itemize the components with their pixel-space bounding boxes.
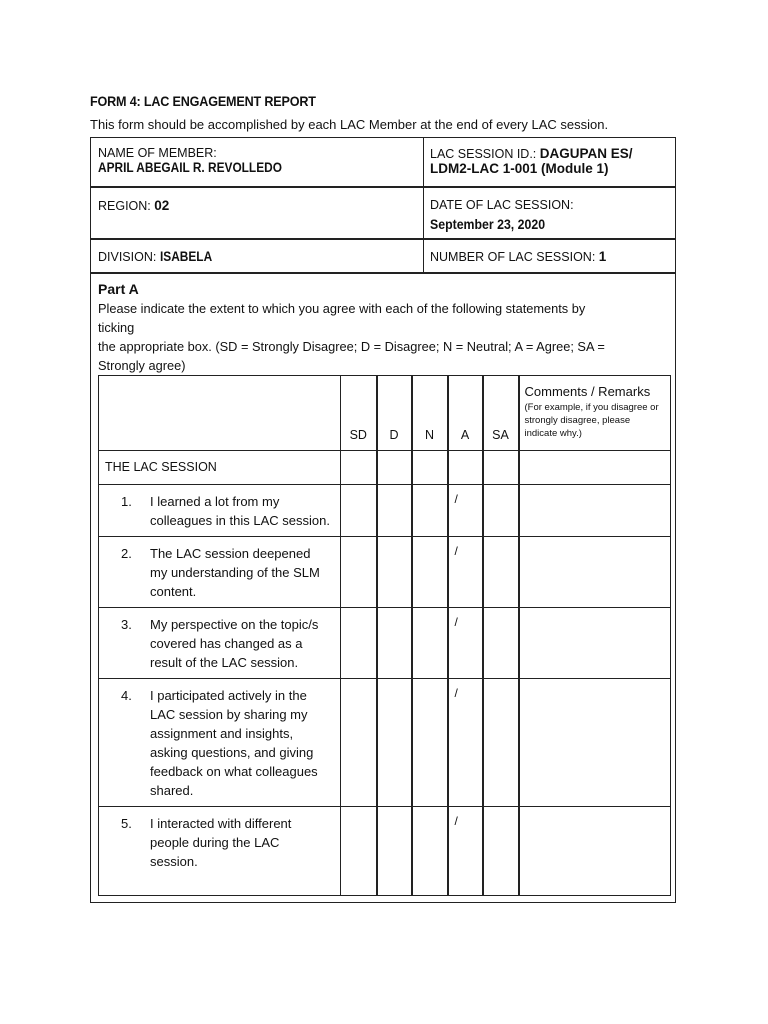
rating-cell-d[interactable] xyxy=(377,807,412,896)
table-row: 4. I participated actively in the LAC session by sharing my assignment and insights, asking questions, and giving feedback on what colleagues shared. / xyxy=(99,679,671,807)
rating-cell-a[interactable] xyxy=(448,679,483,807)
col-n: N xyxy=(412,376,448,451)
rating-cell-sd[interactable] xyxy=(341,679,377,807)
form-instruction: This form should be accomplished by each LAC Member at the end of every LAC session. xyxy=(90,117,609,132)
col-d: D xyxy=(377,376,412,451)
rating-cell-d[interactable] xyxy=(377,485,412,537)
comment-cell[interactable] xyxy=(519,485,671,537)
comment-cell[interactable] xyxy=(519,807,671,896)
rating-cell-sd[interactable] xyxy=(341,807,377,896)
section-label: THE LAC SESSION xyxy=(105,460,217,474)
number-label: NUMBER OF LAC SESSION: xyxy=(430,250,596,264)
rating-cell-d[interactable] xyxy=(377,679,412,807)
header-row-division xyxy=(91,240,675,274)
form-title: FORM 4: LAC ENGAGEMENT REPORT xyxy=(90,93,316,109)
rating-cell-n[interactable] xyxy=(412,807,448,896)
comment-cell[interactable] xyxy=(519,679,671,807)
comments-header-cell xyxy=(519,376,671,451)
tick-mark: / xyxy=(454,686,458,700)
rating-cell-n[interactable] xyxy=(412,537,448,608)
rating-cell-sd[interactable] xyxy=(341,485,377,537)
rating-cell-sa[interactable] xyxy=(483,537,519,608)
region-label: REGION: xyxy=(98,199,151,213)
number-value: 1 xyxy=(598,249,607,264)
part-a-line-2: ticking xyxy=(98,320,135,335)
name-cell xyxy=(91,138,424,186)
rating-cell-sd[interactable] xyxy=(341,608,377,679)
session-id-value-2: LDM2-LAC 1-001 (Module 1) xyxy=(430,161,609,176)
section-row xyxy=(99,451,671,485)
comment-cell[interactable] xyxy=(519,608,671,679)
tick-mark: / xyxy=(454,615,458,629)
table-row: 5. I interacted with different people during the LAC session. / xyxy=(99,807,671,896)
rating-cell-a[interactable] xyxy=(448,807,483,896)
col-sd: SD xyxy=(341,376,377,451)
table-row: 1. I learned a lot from my colleagues in this LAC session. / xyxy=(99,485,671,537)
part-a-title: Part A xyxy=(98,281,139,297)
comment-cell[interactable] xyxy=(519,537,671,608)
date-cell xyxy=(424,188,675,238)
header-row-name xyxy=(91,138,675,188)
division-label: DIVISION: xyxy=(98,250,157,264)
rating-cell-sa[interactable] xyxy=(483,485,519,537)
division-cell xyxy=(91,240,424,272)
table-header-row xyxy=(99,376,671,451)
name-label: NAME OF MEMBER: xyxy=(98,146,217,160)
division-value: ISABELA xyxy=(159,249,212,264)
col-a: A xyxy=(448,376,483,451)
table-row: 3. My perspective on the topic/s covered has changed as a result of the LAC session. / xyxy=(99,608,671,679)
part-a xyxy=(98,280,668,375)
tick-mark: / xyxy=(454,492,458,506)
tick-mark: / xyxy=(454,814,458,828)
rating-cell-d[interactable] xyxy=(377,608,412,679)
session-id-label: LAC SESSION ID.: xyxy=(430,147,537,161)
survey-table xyxy=(98,375,671,896)
name-value: APRIL ABEGAIL R. REVOLLEDO xyxy=(98,160,282,175)
rating-cell-n[interactable] xyxy=(412,608,448,679)
comments-title: Comments / Remarks xyxy=(524,384,651,399)
rating-cell-sa[interactable] xyxy=(483,608,519,679)
session-id-cell xyxy=(424,138,675,186)
col-sa: SA xyxy=(483,376,519,451)
part-a-line-3: the appropriate box. (SD = Strongly Disagree; D = Disagree; N = Neutral; A = Agree; SA = xyxy=(98,339,605,354)
rating-cell-d[interactable] xyxy=(377,537,412,608)
rating-cell-n[interactable] xyxy=(412,679,448,807)
part-a-line-4: Strongly agree) xyxy=(98,358,186,373)
region-value: 02 xyxy=(154,198,170,213)
rating-cell-a[interactable] xyxy=(448,485,483,537)
rating-cell-sa[interactable] xyxy=(483,679,519,807)
comments-note: (For example, if you disagree or strongly disagree, please indicate why.) xyxy=(524,402,659,439)
header-row-region xyxy=(91,188,675,240)
rating-cell-sa[interactable] xyxy=(483,807,519,896)
date-value: September 23, 2020 xyxy=(430,216,546,232)
form-box xyxy=(90,137,676,903)
session-id-value-1: DAGUPAN ES/ xyxy=(539,146,633,161)
table-row: 2. The LAC session deepened my understanding of the SLM content. / xyxy=(99,537,671,608)
rating-cell-a[interactable] xyxy=(448,608,483,679)
rating-cell-sd[interactable] xyxy=(341,537,377,608)
part-a-line-1: Please indicate the extent to which you agree with each of the following statements by xyxy=(98,301,586,316)
number-cell xyxy=(424,240,675,272)
rating-cell-n[interactable] xyxy=(412,485,448,537)
tick-mark: / xyxy=(454,544,458,558)
date-label: DATE OF LAC SESSION: xyxy=(430,198,574,212)
statement-header-cell xyxy=(99,376,341,451)
rating-cell-a[interactable] xyxy=(448,537,483,608)
region-cell xyxy=(91,188,424,238)
